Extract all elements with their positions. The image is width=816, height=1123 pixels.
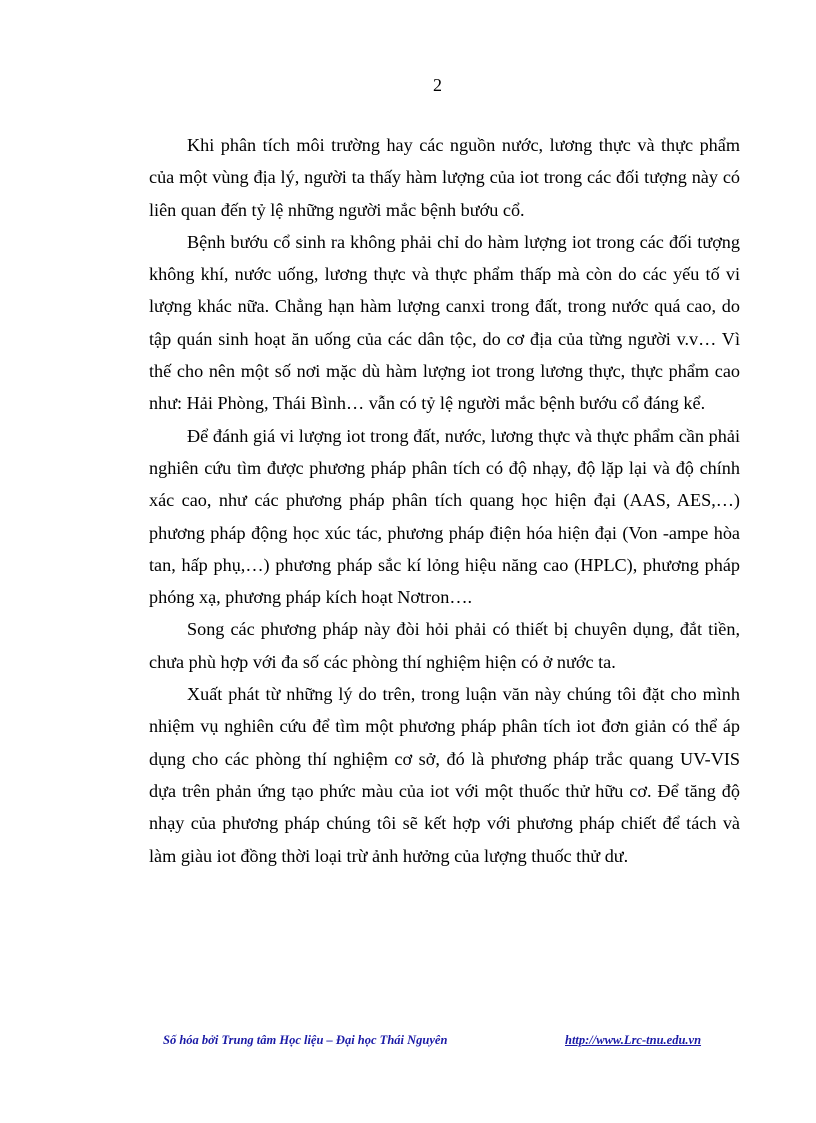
- footer-website-link[interactable]: http://www.Lrc-tnu.edu.vn: [565, 1033, 702, 1047]
- paragraph-2: Bệnh bướu cổ sinh ra không phải chỉ do hàm lượng iot trong các đối tượng không khí, nước uống, lương thực và thực phẩm thấp mà còn do các yếu tố vi lượng khác nữa. Chẳng hạn hàm lượng canxi trong đất, trong nước quá cao, do tập quán sinh hoạt ăn uống của các dân tộc, do cơ địa của từng người v.v… Vì thế cho nên một số nơi mặc dù hàm lượng iot trong lương thực, thực phẩm cao như: Hải Phòng, Thái Bình… vẫn có tỷ lệ người mắc bệnh bướu cổ đáng kể.: [149, 231, 740, 414]
- paragraph-5: Xuất phát từ những lý do trên, trong luận văn này chúng tôi đặt cho mình nhiệm vụ nghiên cứu để tìm một phương pháp phân tích iot đơn giản có thể áp dụng cho các phòng thí nghiệm cơ sở, đó là phương pháp trắc quang UV-VIS dựa trên phản ứng tạo phức màu của iot với một thuốc thử hữu cơ. Để tăng độ nhạy của phương pháp chúng tôi sẽ kết hợp với phương pháp chiết để tách và làm giàu iot đồng thời loại trừ ảnh hưởng của lượng thuốc thử dư.: [149, 684, 740, 866]
- footer-digitized-by: Số hóa bởi Trung tâm Học liệu – Đại học Thái Nguyên: [163, 1033, 448, 1047]
- paragraph-1: Khi phân tích môi trường hay các nguồn nước, lương thực và thực phẩm của một vùng địa lý, người ta thấy hàm lượng của iot trong các đối tượng này có liên quan đến tỷ lệ những người mắc bệnh bướu cổ.: [149, 135, 740, 220]
- page-footer: [0, 1033, 816, 1053]
- document-body: [149, 129, 740, 872]
- paragraph-3: Để đánh giá vi lượng iot trong đất, nước, lương thực và thực phẩm cần phải nghiên cứu tìm được phương pháp phân tích có độ nhạy, độ lặp lại và độ chính xác cao, như các phương pháp phân tích quang học hiện đại (AAS, AES,…) phương pháp động học xúc tác, phương pháp điện hóa hiện đại (Von -ampe hòa tan, hấp phụ,…) phương pháp sắc kí lỏng hiệu năng cao (HPLC), phương pháp phóng xạ, phương pháp kích hoạt Nơtron….: [149, 425, 740, 608]
- page-number: 2: [433, 75, 442, 95]
- paragraph-4: Song các phương pháp này đòi hỏi phải có thiết bị chuyên dụng, đắt tiền, chưa phù hợp với đa số các phòng thí nghiệm hiện có ở nước ta.: [149, 619, 740, 672]
